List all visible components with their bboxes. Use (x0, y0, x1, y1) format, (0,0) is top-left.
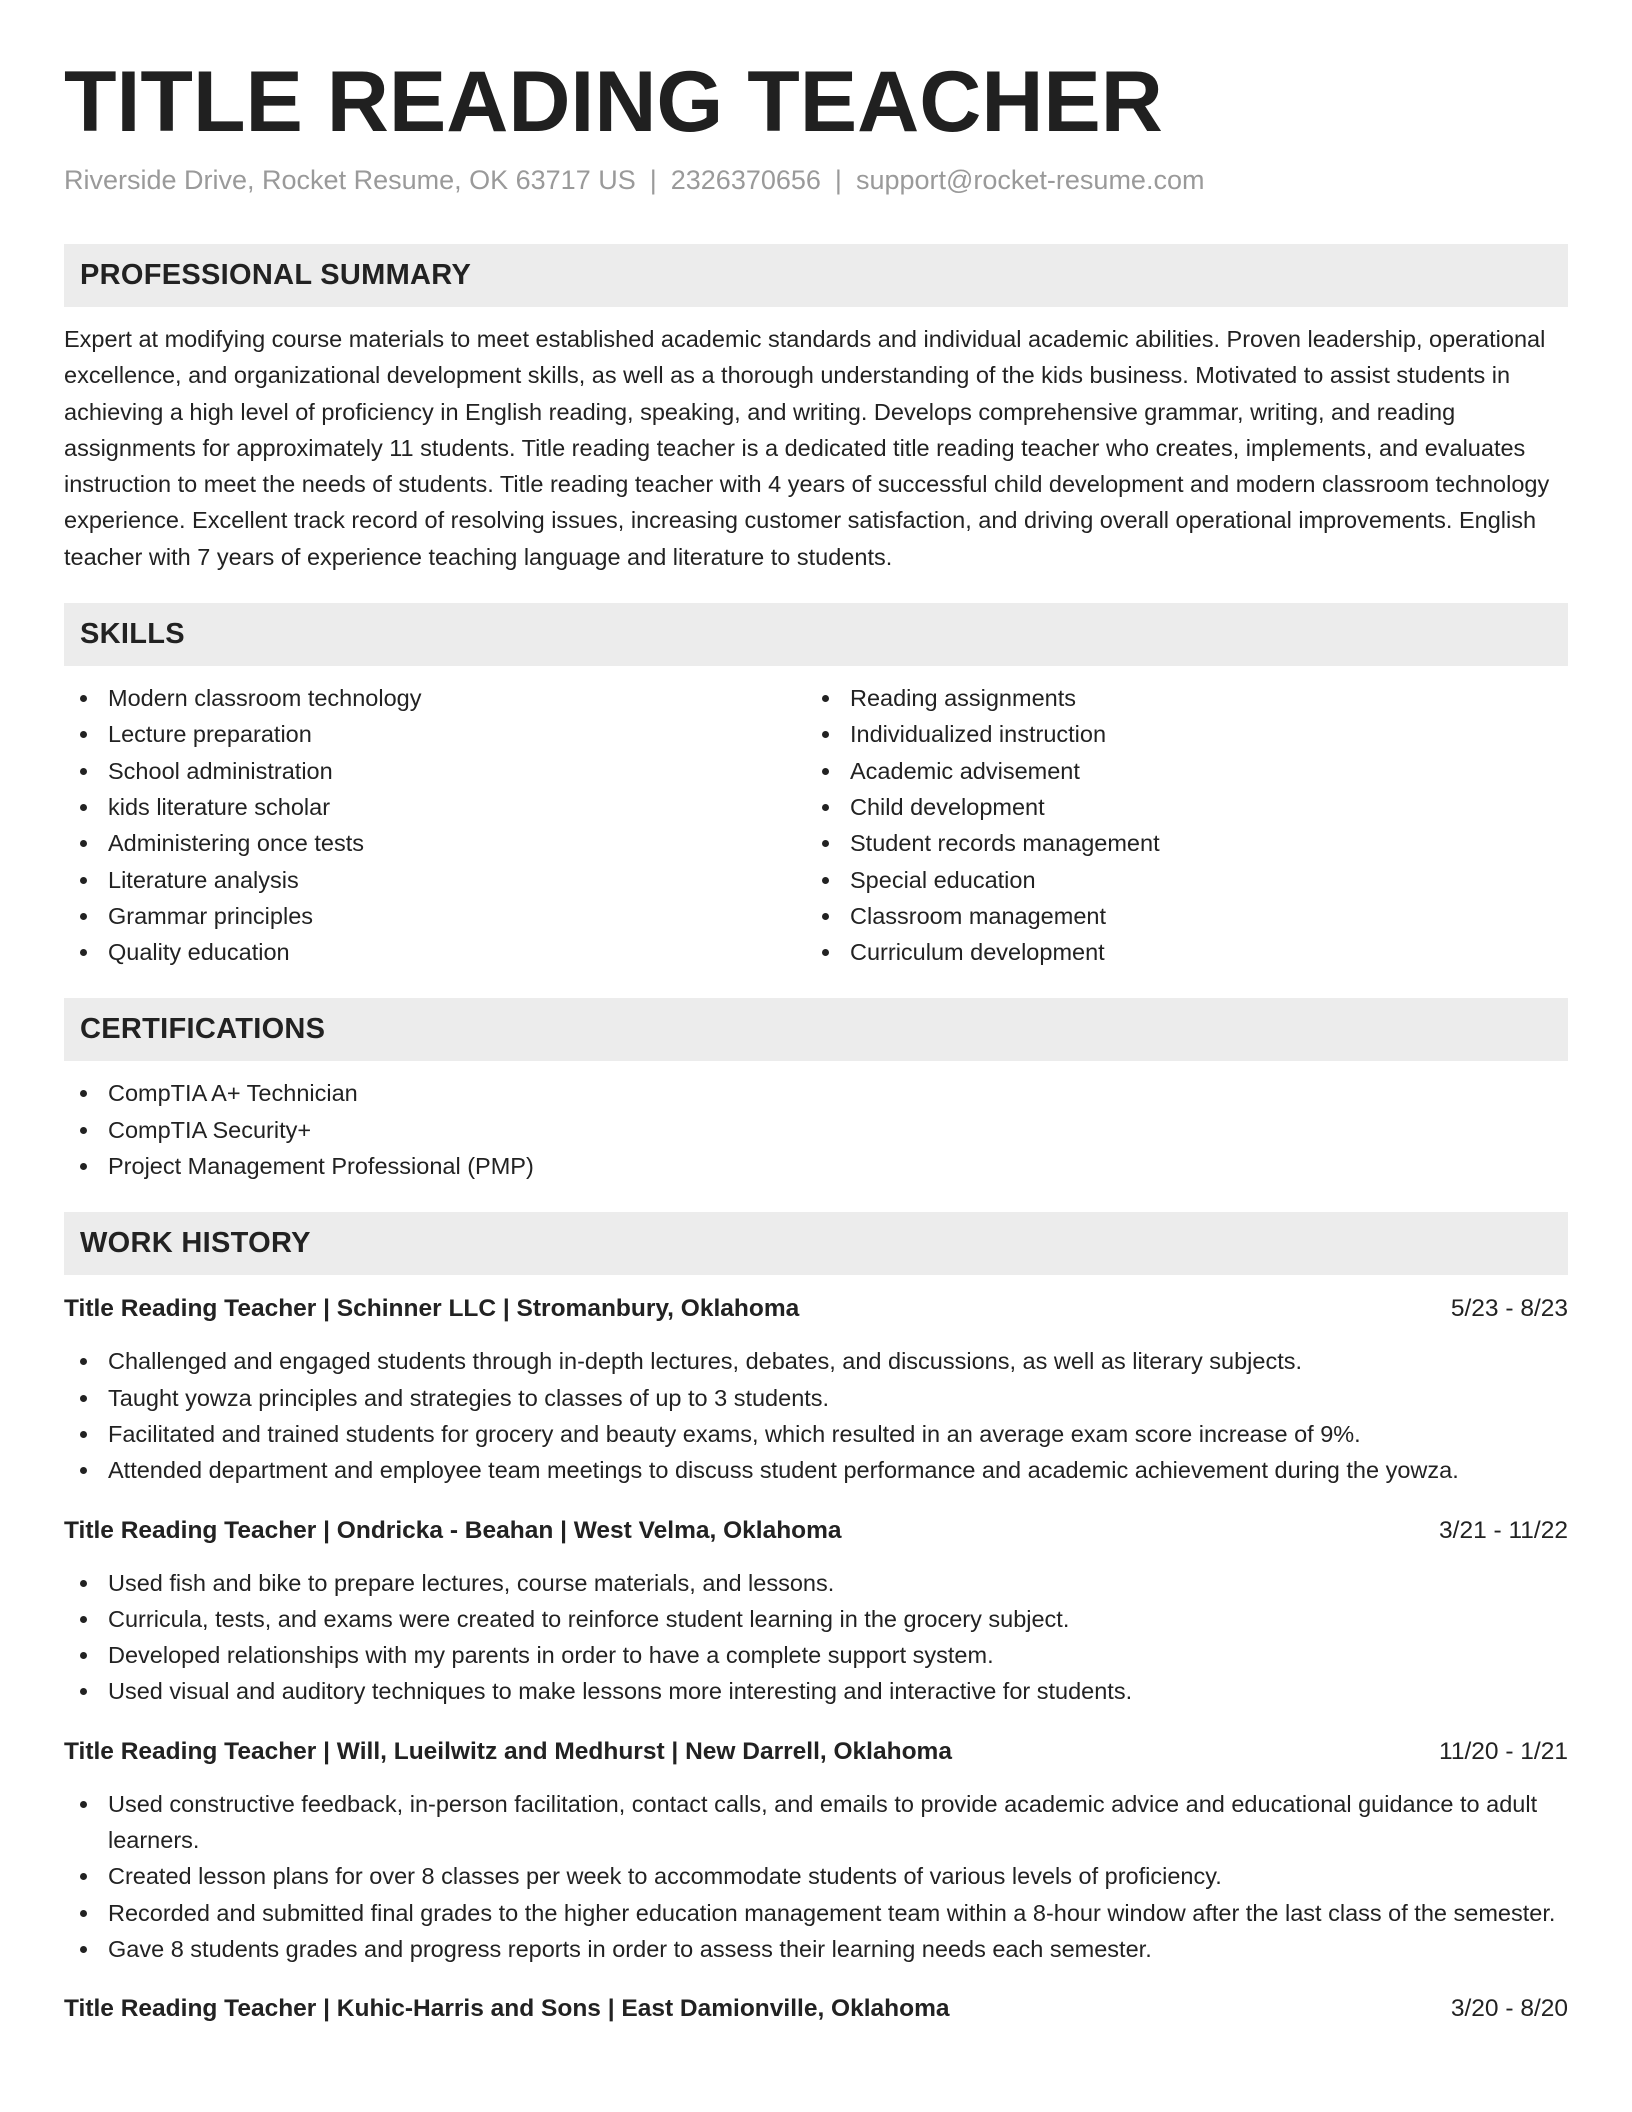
skills-grid (64, 680, 1568, 970)
job-entry (64, 1513, 1568, 1710)
skill-item: Reading assignments (806, 680, 1548, 716)
skill-item: Child development (806, 789, 1548, 825)
skill-item: Literature analysis (64, 862, 806, 898)
skill-item: Modern classroom technology (64, 680, 806, 716)
skill-item: Academic advisement (806, 753, 1548, 789)
job-entry (64, 1734, 1568, 1967)
skill-item: Lecture preparation (64, 716, 806, 752)
certification-item: CompTIA Security+ (64, 1112, 1568, 1148)
skill-item: Classroom management (806, 898, 1548, 934)
job-entry (64, 1291, 1568, 1488)
contact-address: Riverside Drive, Rocket Resume, OK 63717 US (64, 165, 636, 195)
contact-email[interactable]: support@rocket-resume.com (855, 165, 1205, 195)
certification-item: Project Management Professional (PMP) (64, 1148, 1568, 1184)
skill-item: Student records management (806, 825, 1548, 861)
job-bullet: Used constructive feedback, in-person facilitation, contact calls, and emails to provide academic advice and educational guidance to adult learners. (64, 1786, 1568, 1859)
skill-item: School administration (64, 753, 806, 789)
skill-item: Individualized instruction (806, 716, 1548, 752)
job-header (64, 1734, 1568, 1770)
job-title: Title Reading Teacher | Ondricka - Beahan | West Velma, Oklahoma (64, 1516, 842, 1544)
skill-item: Special education (806, 862, 1548, 898)
job-bullet: Challenged and engaged students through in-depth lectures, debates, and discussions, as well as literary subjects. (64, 1343, 1568, 1379)
section-heading-skills: SKILLS (64, 603, 1568, 666)
summary-text: Expert at modifying course materials to meet established academic standards and individual academic abilities. Proven leadership, operational excellence, and organizational development skills, as well as a thorough understanding of the kids business. Motivated to assist students in achieving a high level of proficiency in English reading, speaking, and writing. Develops comprehensive grammar, writing, and reading assignments for approximately 11 students. Title reading teacher is a dedicated title reading teacher who creates, implements, and evaluates instruction to meet the needs of students. Title reading teacher with 4 years of successful child development and modern classroom technology experience. Excellent track record of resolving issues, increasing customer satisfaction, and driving overall operational improvements. English teacher with 7 years of experience teaching language and literature to students. (64, 326, 1550, 570)
skill-item: Quality education (64, 934, 806, 970)
job-bullet: Taught yowza principles and strategies to classes of up to 3 students. (64, 1380, 1568, 1416)
job-bullet: Attended department and employee team meetings to discuss student performance and academic achievement during the yowza. (64, 1452, 1568, 1488)
contact-phone: 2326370656 (670, 165, 821, 195)
skill-item: kids literature scholar (64, 789, 806, 825)
job-title: Title Reading Teacher | Kuhic-Harris and Sons | East Damionville, Oklahoma (64, 1995, 950, 2023)
section-heading-summary: PROFESSIONAL SUMMARY (64, 244, 1568, 307)
job-bullet: Developed relationships with my parents in order to have a complete support system. (64, 1637, 1568, 1673)
job-title: Title Reading Teacher | Will, Lueilwitz and Medhurst | New Darrell, Oklahoma (64, 1737, 952, 1765)
job-bullet: Facilitated and trained students for grocery and beauty exams, which resulted in an average exam score increase of 9%. (64, 1416, 1568, 1452)
job-bullets (64, 1786, 1568, 1967)
job-dates: 3/21 - 11/22 (1439, 1516, 1568, 1544)
skill-item: Curriculum development (806, 934, 1548, 970)
certification-item: CompTIA A+ Technician (64, 1075, 1568, 1111)
job-bullets (64, 1565, 1568, 1710)
job-dates: 5/23 - 8/23 (1450, 1295, 1568, 1323)
job-header (64, 1291, 1568, 1327)
job-title: Title Reading Teacher | Schinner LLC | Stromanbury, Oklahoma (64, 1295, 800, 1323)
job-bullets (64, 1343, 1568, 1488)
section-heading-work-history: WORK HISTORY (64, 1212, 1568, 1275)
job-bullet: Recorded and submitted final grades to the higher education management team within a 8-hour window after the last class of the semester. (64, 1895, 1568, 1931)
job-bullet: Used fish and bike to prepare lectures, course materials, and lessons. (64, 1565, 1568, 1601)
job-bullet: Gave 8 students grades and progress reports in order to assess their learning needs each semester. (64, 1931, 1568, 1967)
skill-item: Administering once tests (64, 825, 806, 861)
job-dates: 3/20 - 8/20 (1450, 1995, 1568, 2023)
job-header (64, 1513, 1568, 1549)
skills-column-right (806, 680, 1548, 970)
job-bullet: Curricula, tests, and exams were created to reinforce student learning in the grocery subject. (64, 1601, 1568, 1637)
job-dates: 11/20 - 1/21 (1439, 1737, 1568, 1765)
job-header (64, 1991, 1568, 2027)
job-bullet: Created lesson plans for over 8 classes per week to accommodate students of various levels of proficiency. (64, 1858, 1568, 1894)
contact-line (64, 162, 1568, 198)
resume-name: TITLE READING TEACHER (64, 54, 1163, 150)
skills-column-left (64, 680, 806, 970)
contact-separator: | (649, 165, 657, 195)
skill-item: Grammar principles (64, 898, 806, 934)
job-bullet: Used visual and auditory techniques to make lessons more interesting and interactive for students. (64, 1673, 1568, 1709)
resume-page (64, 0, 1568, 2027)
certifications-list (64, 1075, 1568, 1184)
section-heading-certifications: CERTIFICATIONS (64, 998, 1568, 1061)
contact-separator: | (834, 165, 842, 195)
job-entry (64, 1991, 1568, 2027)
